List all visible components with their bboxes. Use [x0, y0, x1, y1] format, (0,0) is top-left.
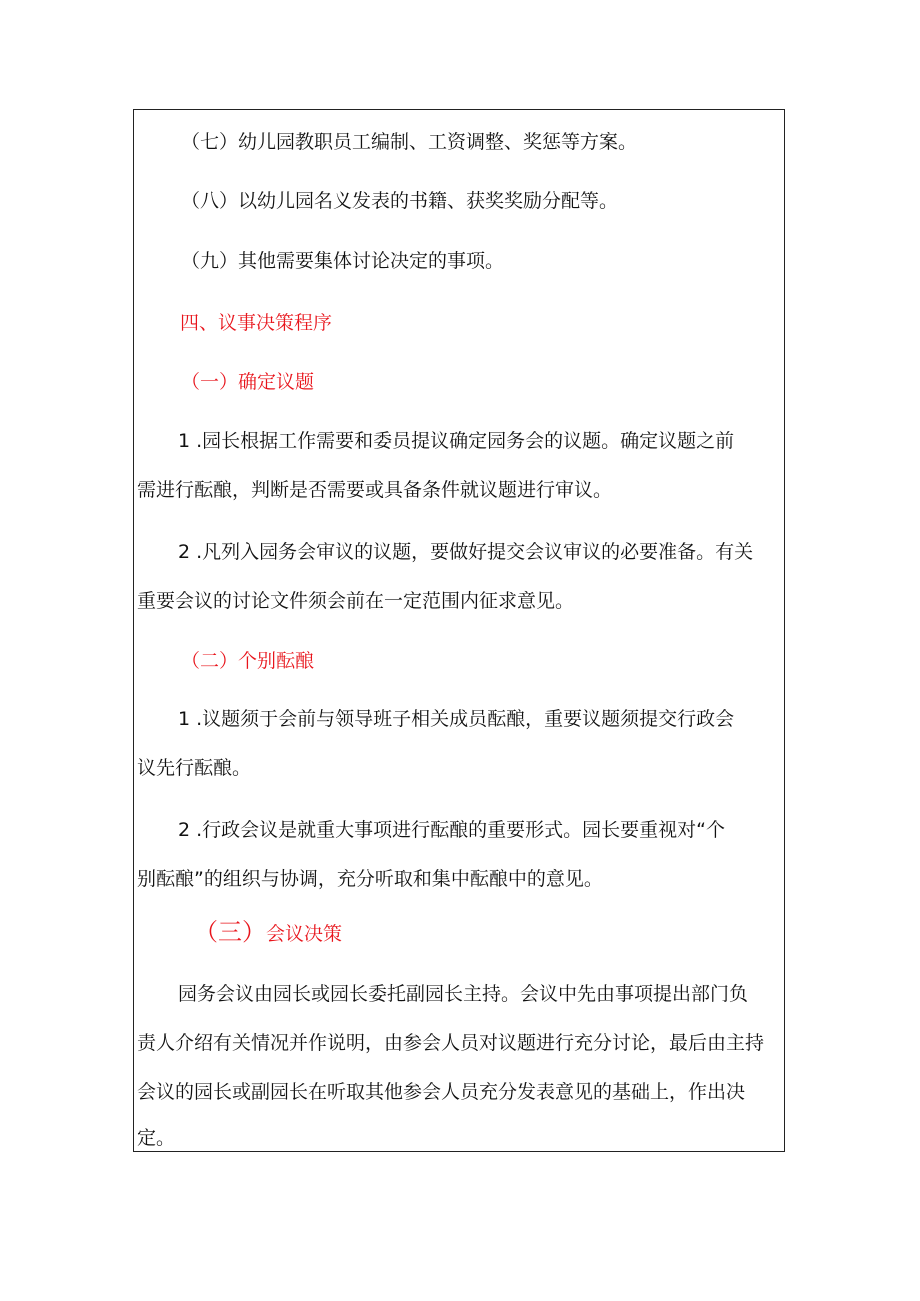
- subsection-1-heading: （一）确定议题: [181, 371, 315, 393]
- subsection-3-heading: [194, 917, 342, 947]
- subsection-1-paragraph-2-line-2: 重要会议的讨论文件须会前在一定范围内征求意见。: [137, 590, 575, 612]
- subsection-2-paragraph-2-line-2: 别酝酿”的组织与协调，充分听取和集中酝酿中的意见。: [137, 868, 603, 890]
- subsection-3-line-4: 定。: [137, 1127, 176, 1149]
- section-4-heading: 四、议事决策程序: [180, 312, 333, 334]
- subsection-3-line-3: 会议的园长或副园长在听取其他参会人员充分发表意见的基础上，作出决: [137, 1081, 746, 1103]
- subsection-3-heading-text: 会议决策: [266, 923, 343, 945]
- subsection-3-line-1: 园务会议由园长或园长委托副园长主持。会议中先由事项提出部门负: [178, 983, 749, 1005]
- subsection-2-paragraph-1-line-2: 议先行酝酿。: [137, 757, 252, 779]
- item-8: （八）以幼儿园名义发表的书籍、获奖奖励分配等。: [181, 190, 619, 212]
- subsection-3-line-2: 责人介绍有关情况并作说明，由参会人员对议题进行充分讨论，最后由主持: [137, 1032, 765, 1054]
- item-7: （七）幼儿园教职员工编制、工资调整、奖惩等方案。: [181, 131, 638, 153]
- subsection-3-heading-number: （三）: [194, 918, 266, 946]
- subsection-1-paragraph-2-line-1: 2 .凡列入园务会审议的议题，要做好提交会议审议的必要准备。有关: [178, 541, 754, 563]
- subsection-2-heading: （二）个别酝酿: [181, 650, 315, 672]
- subsection-2-paragraph-2-line-1: 2 .行政会议是就重大事项进行酝酿的重要形式。园长要重视对“个: [178, 819, 726, 841]
- subsection-1-paragraph-1-line-1: 1 .园长根据工作需要和委员提议确定园务会的议题。确定议题之前: [178, 430, 735, 452]
- subsection-1-paragraph-1-line-2: 需进行酝酿，判断是否需要或具备条件就议题进行审议。: [137, 479, 613, 501]
- item-9: （九）其他需要集体讨论决定的事项。: [181, 250, 505, 272]
- subsection-2-paragraph-1-line-1: 1 .议题须于会前与领导班子相关成员酝酿，重要议题须提交行政会: [178, 708, 735, 730]
